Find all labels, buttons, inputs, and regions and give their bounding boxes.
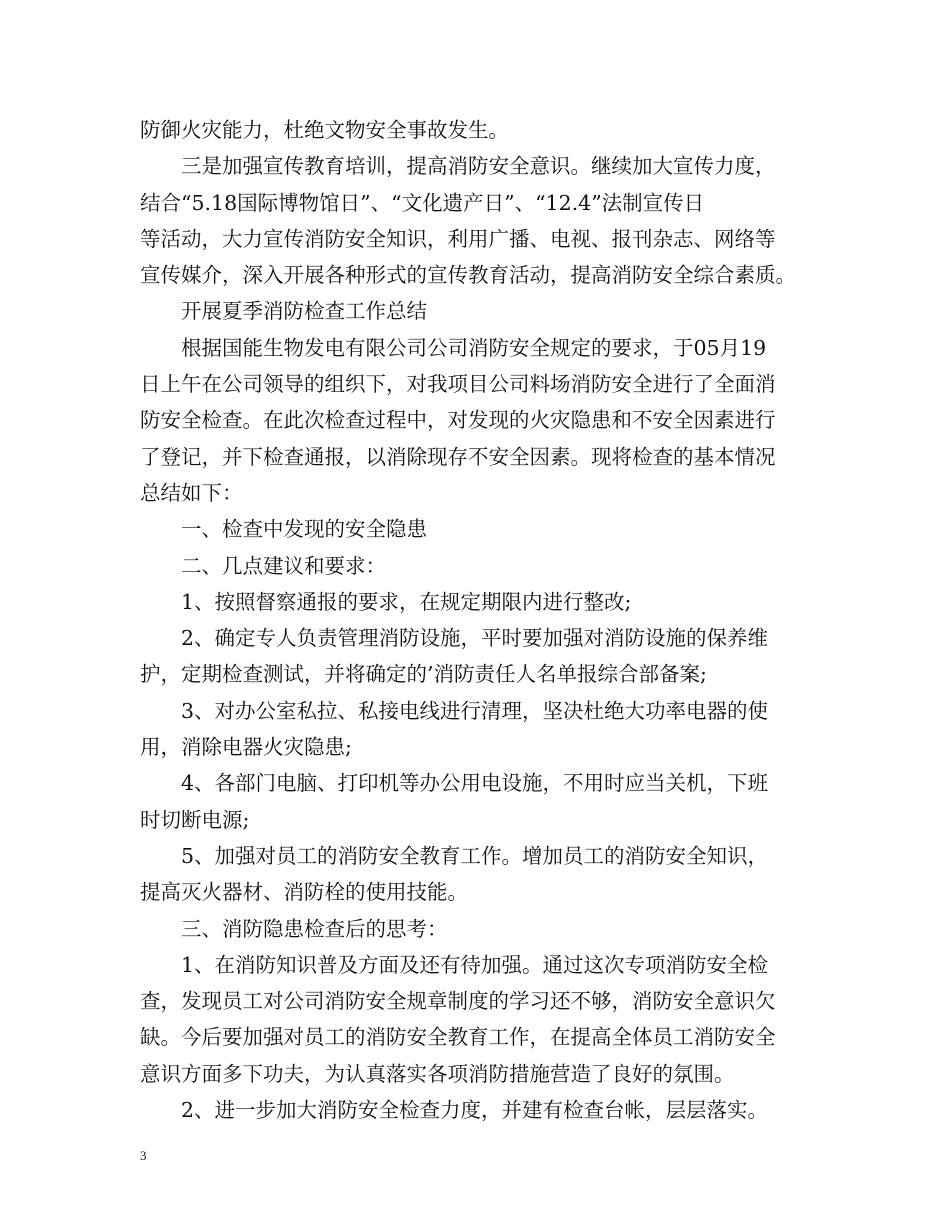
list-item: 2、进一步加大消防安全检查力度，并建有检查台帐，层层落实。 [181,1098,769,1123]
text-line: 缺。今后要加强对员工的消防安全教育工作，在提高全体员工消防安全 [140,1025,776,1050]
text-line: 查，发现员工对公司消防安全规章制度的学习还不够，消防安全意识欠 [140,989,776,1014]
list-item: 3、对办公室私拉、私接电线进行清理，坚决杜绝大功率电器的使 [181,698,769,723]
list-item: 1、在消防知识普及方面及还有待加强。通过这次专项消防安全检 [181,952,769,977]
text-line: 总结如下： [140,480,243,505]
document-body [140,112,820,1128]
subheading: 一、检查中发现的安全隐患 [181,517,427,542]
text-line: 意识方面多下功夫，为认真落实各项消防措施营造了良好的氛围。 [140,1061,735,1086]
list-item: 4、各部门电脑、打印机等办公用电设施，不用时应当关机，下班 [181,771,769,796]
subheading: 三、消防隐患检查后的思考： [181,916,448,941]
text-line: 护，定期检查测试，并将确定的’消防责任人名单报综合部备案; [140,662,707,687]
text-line: 等活动，大力宣传消防安全知识，利用广播、电视、报刊杂志、网络等 [140,226,776,251]
text-line: 时切断电源; [140,807,250,832]
list-item: 1、按照督察通报的要求，在规定期限内进行整改; [181,589,632,614]
subheading: 二、几点建议和要求： [181,553,386,578]
text-line: 宣传媒介，深入开展各种形式的宣传教育活动，提高消防安全综合素质。 [140,263,796,288]
text-line: 防御火灾能力，杜绝文物安全事故发生。 [140,118,509,142]
text-line: 三是加强宣传教育培训，提高消防安全意识。继续加大宣传力度， [181,154,776,179]
text-line: 日上午在公司领导的组织下，对我项目公司料场消防安全进行了全面消 [140,372,776,397]
list-item: 2、确定专人负责管理消防设施，平时要加强对消防设施的保养维 [181,626,769,651]
page-number: 3 [140,1148,147,1163]
text-line: 提高灭火器材、消防栓的使用技能。 [140,880,468,905]
text-line: 结合“5.18国际博物馆日”、“文化遗产日”、“12.4”法制宣传日 [140,190,705,215]
text-line: 了登记，并下检查通报，以消除现存不安全因素。现将检查的基本情况 [140,444,776,469]
text-line: 用，消除电器火灾隐患; [140,735,352,760]
text-line: 根据国能生物发电有限公司公司消防安全规定的要求，于05月19 [181,335,767,360]
text-line: 防安全检查。在此次检查过程中，对发现的火灾隐患和不安全因素进行 [140,408,776,433]
list-item: 5、加强对员工的消防安全教育工作。增加员工的消防安全知识， [181,843,769,868]
section-heading: 开展夏季消防检查工作总结 [181,299,427,324]
